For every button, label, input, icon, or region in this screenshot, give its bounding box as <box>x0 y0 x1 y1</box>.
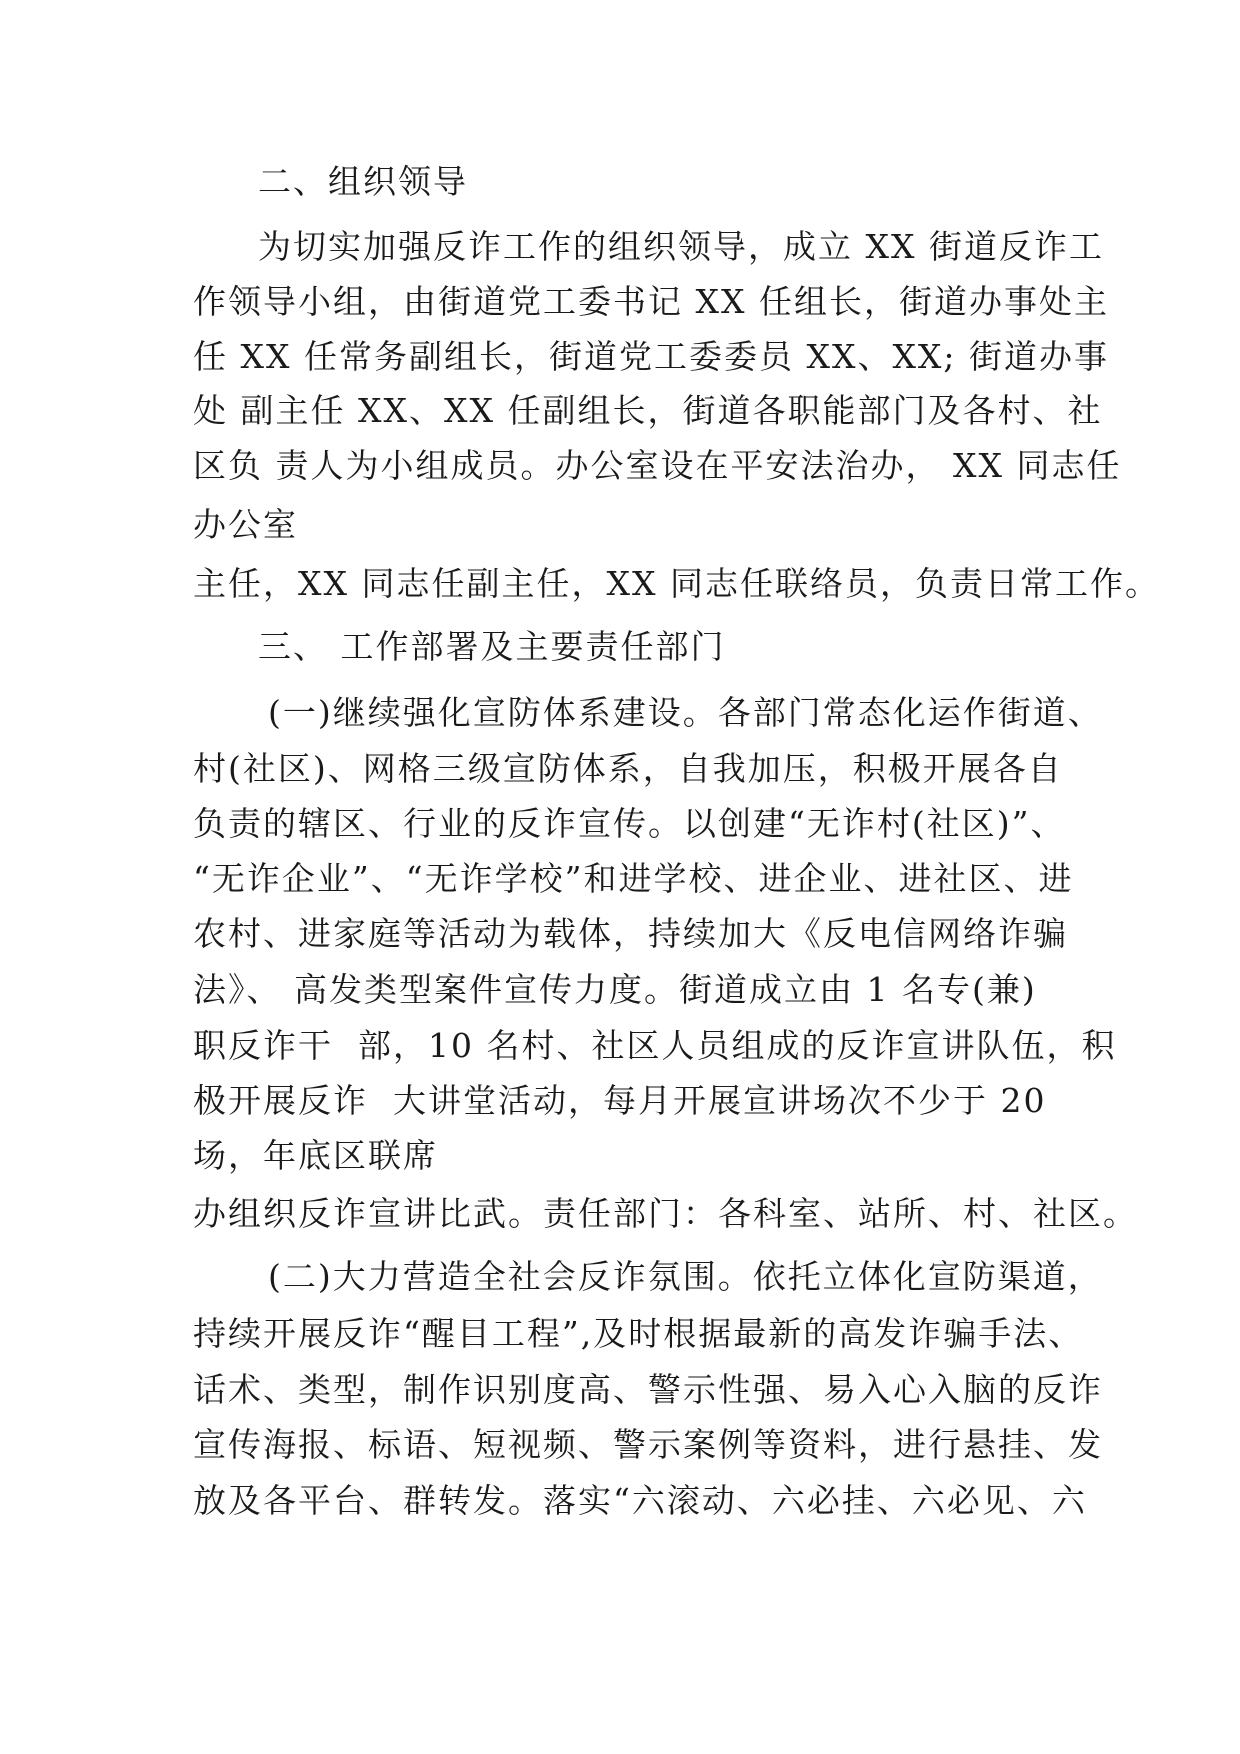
paragraph-line: 办公室 <box>193 505 298 544</box>
paragraph-line: 农村、进家庭等活动为载体，持续加大《反电信网络诈骗 <box>193 914 1068 953</box>
paragraph-line: 区负 责人为小组成员。办公室设在平安法治办， XX 同志任 <box>193 446 1122 485</box>
paragraph-line: 放及各平台、群转发。落实“六滚动、六必挂、六必见、六 <box>193 1481 1087 1520</box>
paragraph-line: 场，年底区联席 <box>193 1136 438 1175</box>
paragraph-line: 宣传海报、标语、短视频、警示案例等资料，进行悬挂、发 <box>193 1425 1103 1464</box>
paragraph-line: 办组织反诈宣讲比武。责任部门：各科室、站所、村、社区。 <box>193 1194 1138 1233</box>
paragraph-line: “无诈企业”、“无诈学校”和进学校、进企业、进社区、进 <box>193 859 1074 898</box>
paragraph-line: 主任，XX 同志任副主任，XX 同志任联络员，负责日常工作。 <box>193 564 1160 603</box>
paragraph-line: 职反诈干 部，10 名村、社区人员组成的反诈宣讲队伍，积 <box>193 1026 1117 1065</box>
paragraph-line: 持续开展反诈“醒目工程”,及时根据最新的高发诈骗手法、 <box>193 1314 1084 1353</box>
paragraph-line: 作领导小组，由街道党工委书记 XX 任组长，街道办事处主 <box>193 282 1109 321</box>
paragraph-line: 为切实加强反诈工作的组织领导，成立 XX 街道反诈工 <box>258 227 1104 266</box>
paragraph-line: 法》、 高发类型案件宣传力度。街道成立由 1 名专(兼) <box>193 970 1037 1009</box>
paragraph-line: 负责的辖区、行业的反诈宣传。以创建“无诈村(社区)”、 <box>193 804 1066 843</box>
paragraph-line: (二)大力营造全社会反诈氛围。依托立体化宣防渠道， <box>268 1257 1103 1296</box>
section-heading-2: 二、组织领导 <box>258 162 468 201</box>
paragraph-line: 极开展反诈 大讲堂活动，每月开展宣讲场次不少于 20 <box>193 1081 1047 1120</box>
paragraph-line: 处 副主任 XX、XX 任副组长，街道各职能部门及各村、社 <box>193 391 1103 430</box>
section-heading-3: 三、 工作部署及主要责任部门 <box>258 627 726 666</box>
paragraph-line: 任 XX 任常务副组长，街道党工委委员 XX、XX; 街道办事 <box>193 337 1110 376</box>
paragraph-line: 话术、类型，制作识别度高、警示性强、易入心入脑的反诈 <box>193 1370 1103 1409</box>
paragraph-line: (一)继续强化宣防体系建设。各部门常态化运作街道、 <box>268 693 1103 732</box>
paragraph-line: 村(社区)、网格三级宣防体系，自我加压，积极开展各自 <box>193 749 1063 788</box>
